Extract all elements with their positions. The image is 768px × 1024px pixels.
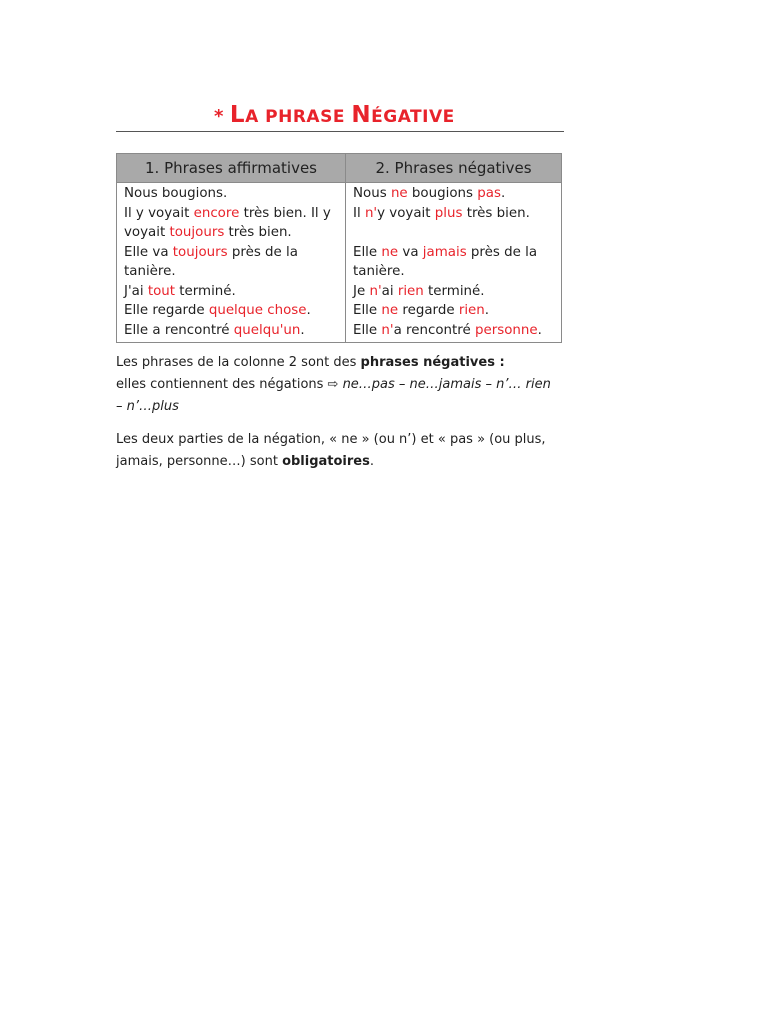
text-segment: très bien. Il y — [239, 205, 331, 221]
text-segment: terminé. — [423, 283, 485, 299]
text-segment: ai — [381, 283, 398, 299]
text-segment: Elle regarde — [124, 303, 209, 318]
text-segment: a rencontré — [393, 322, 475, 338]
text-segment: Nous — [353, 186, 391, 201]
header-negatives: 2. Phrases négatives — [346, 154, 562, 183]
left-line — [124, 243, 339, 263]
text-segment: va — [398, 244, 423, 260]
text-segment: voyait — [124, 225, 170, 240]
highlighted-word: rien — [397, 283, 424, 299]
text-segment: près de la — [466, 244, 538, 260]
text-segment: Elle va — [124, 244, 173, 260]
text-segment: Elle — [353, 322, 382, 338]
text-segment: . — [300, 322, 305, 338]
text-segment: tanière. — [353, 264, 405, 279]
text-segment: Elle — [353, 244, 382, 260]
right-line — [353, 321, 555, 341]
page-title — [116, 100, 564, 132]
text-segment: terminé. — [175, 283, 236, 299]
left-line — [124, 301, 339, 321]
text-segment: Elle a rencontré — [124, 322, 234, 338]
left-line — [124, 204, 339, 224]
highlighted-word: tout — [147, 283, 176, 299]
highlighted-word: personne — [474, 322, 538, 338]
text-segment: . — [500, 186, 506, 201]
left-line — [124, 262, 339, 282]
text-segment: regarde — [398, 303, 459, 318]
left-line — [124, 184, 339, 204]
affirmatives-column — [117, 183, 346, 343]
comparison-table — [116, 153, 562, 343]
negation-list-end: – n’…plus — [116, 399, 179, 414]
text-segment: . — [537, 322, 542, 338]
highlighted-word: pas — [477, 186, 501, 201]
highlighted-word: n' — [364, 205, 378, 221]
text-segment: Je — [353, 283, 370, 299]
text-segment: Il — [353, 205, 365, 221]
highlighted-word: rien — [458, 303, 485, 318]
text-segment: . — [484, 303, 490, 318]
highlighted-word: plus — [434, 205, 463, 221]
highlighted-word: ne — [381, 244, 399, 260]
explanation-paragraph: Les phrases de la colonne 2 sont des phrases négatives : elles contiennent des négations ⇨ ne…pas – ne…jamais – n’… rien – n’…plus — [116, 355, 551, 414]
text-segment: Nous bougions. — [124, 186, 228, 201]
text-segment: y voyait — [377, 205, 435, 221]
text-segment: très bien. — [224, 225, 292, 240]
right-line — [353, 262, 555, 282]
highlighted-word: n' — [369, 283, 382, 299]
negatives-column — [346, 183, 562, 343]
rule-paragraph: Les deux parties de la négation, « ne » (ou n’) et « pas » (ou plus, jamais, personne…) sont obligatoires. — [116, 432, 546, 469]
highlighted-word: quelque chose — [208, 303, 307, 318]
bold-obligatoires: obligatoires — [282, 454, 370, 469]
highlighted-word: quelqu'un — [233, 322, 301, 338]
highlighted-word: toujours — [172, 244, 228, 260]
header-affirmatives: 1. Phrases affirmatives — [117, 154, 346, 183]
text-segment: Elle — [353, 303, 382, 318]
text-segment: bougions — [407, 186, 478, 201]
right-line — [353, 301, 555, 321]
right-line — [353, 223, 555, 243]
highlighted-word: n' — [381, 322, 394, 338]
title-text: * LA PHRASE NÉGATIVE — [214, 102, 455, 128]
left-line — [124, 282, 339, 302]
text-segment: près de la — [227, 244, 298, 260]
highlighted-word: ne — [381, 303, 399, 318]
right-line — [353, 243, 555, 263]
text-segment: très bien. — [462, 205, 530, 221]
right-line — [353, 204, 555, 224]
bold-term: phrases négatives : — [360, 355, 505, 370]
highlighted-word: encore — [193, 205, 240, 221]
text-segment: Il y voyait — [124, 205, 194, 221]
left-line — [124, 223, 339, 243]
right-line — [353, 184, 555, 204]
highlighted-word: toujours — [169, 225, 225, 240]
text-segment: tanière. — [124, 264, 176, 279]
text-segment: . — [306, 303, 311, 318]
highlighted-word: ne — [390, 186, 408, 201]
title-star: * — [214, 106, 224, 127]
left-line — [124, 321, 339, 341]
highlighted-word: jamais — [422, 244, 467, 260]
negation-list: ne…pas – ne…jamais – n’… rien — [342, 377, 551, 392]
text-segment: J'ai — [124, 283, 148, 299]
right-line — [353, 282, 555, 302]
